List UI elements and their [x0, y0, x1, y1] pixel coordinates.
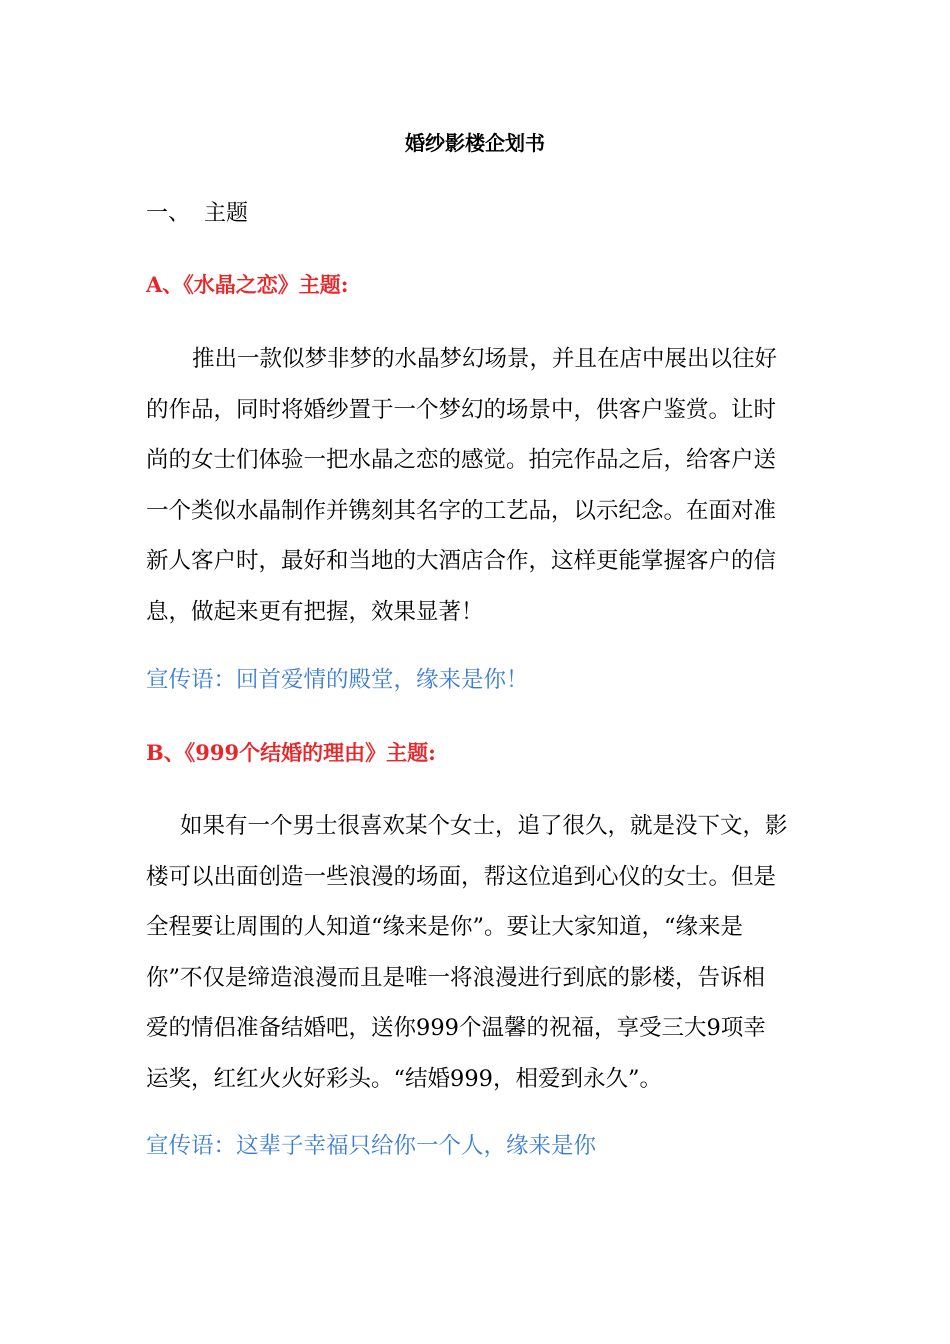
- paragraph-line: 如果有一个男士很喜欢某个女士，追了很久，就是没下文，影: [180, 813, 788, 839]
- paragraph-line: 息，做起来更有把握，效果显著！: [146, 598, 484, 625]
- theme-a-paragraph: [146, 334, 810, 637]
- paragraph-line: 的作品，同时将婚纱置于一个梦幻的场景中，供客户鉴赏。让时: [146, 396, 777, 423]
- paragraph-line: 运奖，红红火火好彩头。“结婚999，相爱到永久”。: [146, 1065, 662, 1092]
- theme-b-slogan: 宣传语：这辈子幸福只给你一个人，缘来是你: [146, 1133, 597, 1159]
- theme-a-slogan: 宣传语：回首爱情的殿堂，缘来是你！: [146, 667, 529, 693]
- section-title: 主题: [204, 201, 249, 226]
- theme-b-heading: B、《999个结婚的理由》主题:: [146, 740, 436, 765]
- paragraph-line: 推出一款似梦非梦的水晶梦幻场景，并且在店中展出以往好: [192, 346, 778, 372]
- document-title: 婚纱影楼企划书: [405, 131, 545, 155]
- paragraph-line: 全程要让周围的人知道“缘来是你”。要让大家知道，“缘来是: [146, 914, 744, 940]
- paragraph-line: 你”不仅是缔造浪漫而且是唯一将浪漫进行到底的影楼，告诉相: [146, 964, 766, 991]
- theme-b-paragraph: [146, 801, 810, 1104]
- paragraph-line: 楼可以出面创造一些浪漫的场面，帮这位追到心仪的女士。但是: [146, 863, 777, 890]
- paragraph-line: 一个类似水晶制作并镌刻其名字的工艺品，以示纪念。在面对准: [146, 497, 777, 524]
- section-heading: [146, 197, 248, 231]
- paragraph-line: 爱的情侣准备结婚吧，送你999个温馨的祝福，享受三大9项幸: [146, 1015, 766, 1041]
- paragraph-line: 尚的女士们体验一把水晶之恋的感觉。拍完作品之后，给客户送: [146, 447, 777, 473]
- theme-a-heading: A、《水晶之恋》主题:: [146, 272, 349, 297]
- paragraph-line: 新人客户时，最好和当地的大酒店合作，这样更能掌握客户的信: [146, 548, 777, 574]
- section-number: 一、: [146, 201, 191, 226]
